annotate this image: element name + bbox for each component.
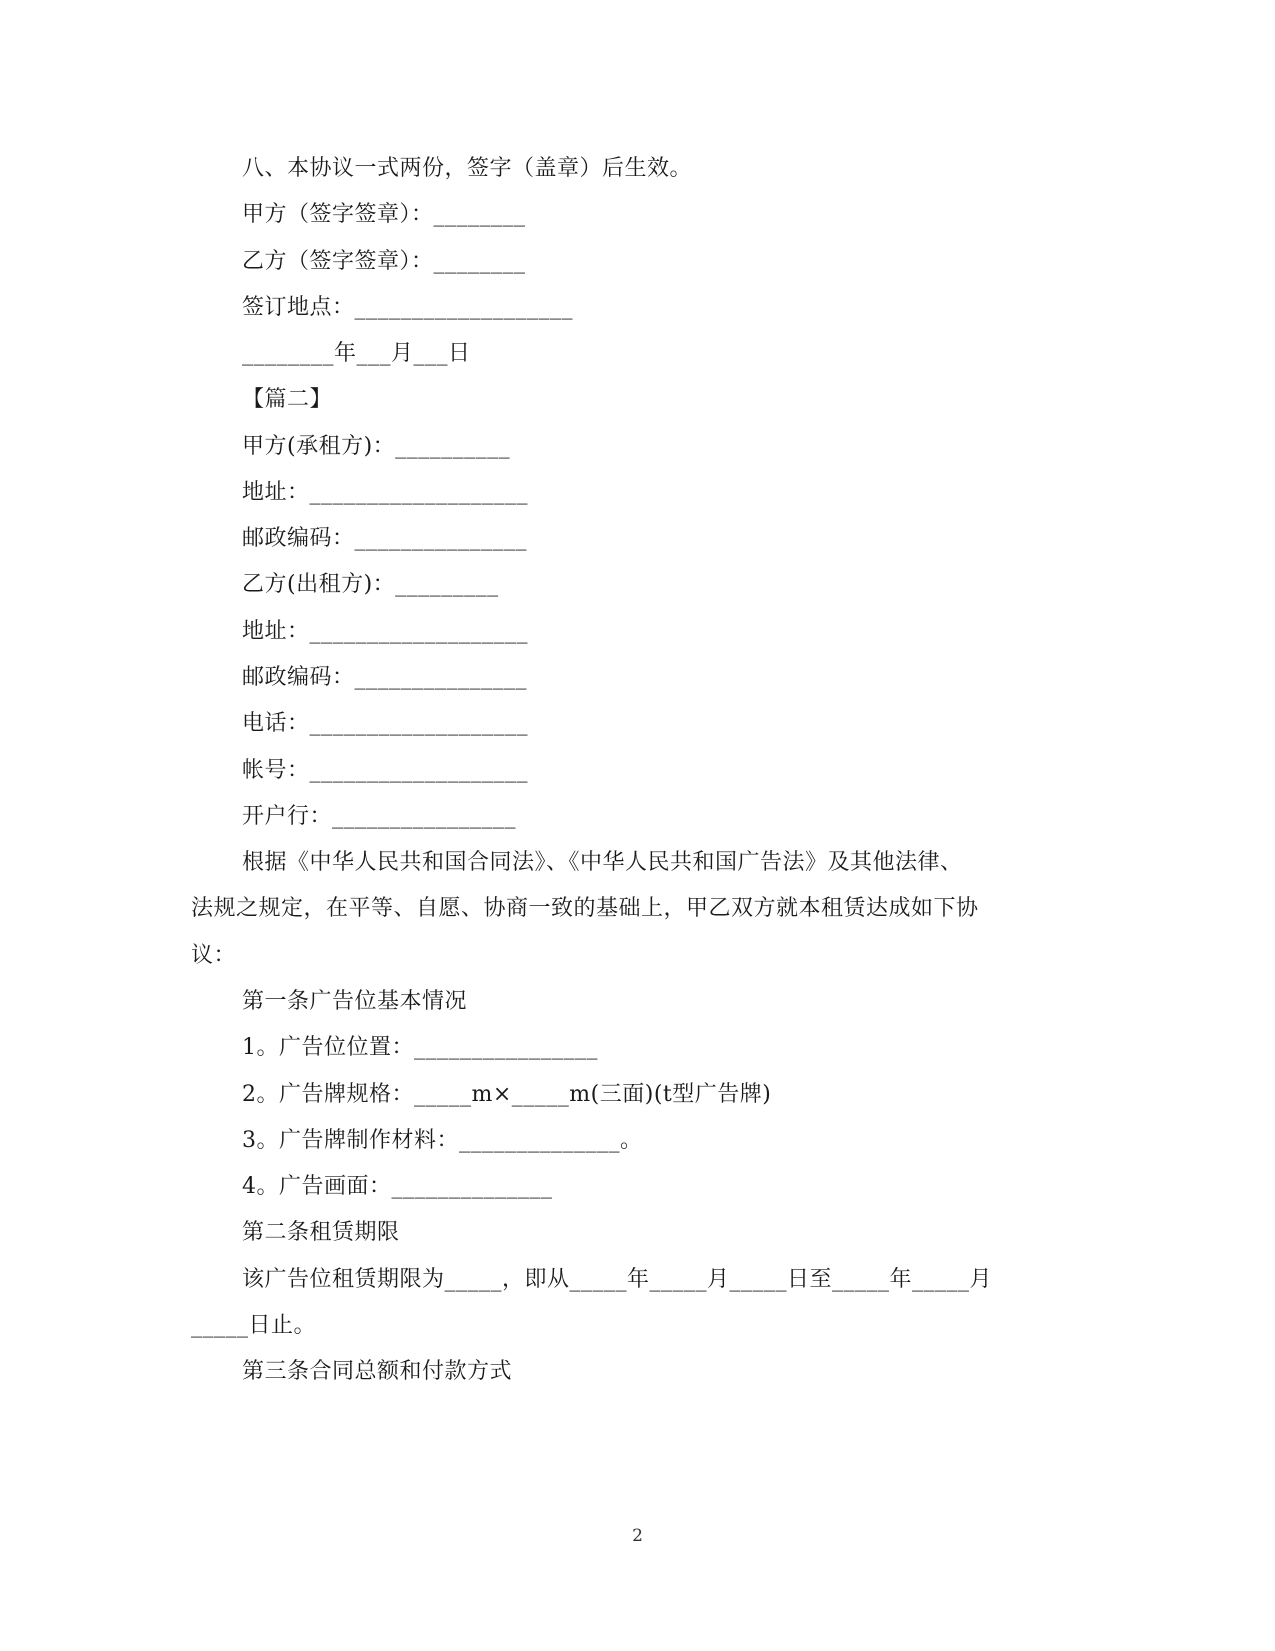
billboard-location-line: 1。广告位位置：________________: [242, 1035, 598, 1060]
account-line: 帐号：___________________: [242, 758, 529, 783]
signing-place-line: 签订地点：___________________: [242, 295, 574, 320]
lessor-line: 乙方(出租方)：_________: [242, 572, 499, 597]
article-one-heading: 第一条广告位基本情况: [242, 989, 468, 1014]
preamble-line-2: 法规之规定，在平等、自愿、协商一致的基础上，甲乙双方就本租赁达成如下协: [191, 896, 979, 921]
lessee-address-line: 地址：___________________: [242, 480, 529, 505]
lessor-postcode-line: 邮政编码：_______________: [242, 665, 528, 690]
preamble-line-1: 根据《中华人民共和国合同法》、《中华人民共和国广告法》及其他法律、: [242, 850, 963, 875]
lessee-postcode-line: 邮政编码：_______________: [242, 526, 528, 551]
section-heading-part-two: 【篇二】: [242, 387, 333, 412]
phone-line: 电话：___________________: [242, 711, 529, 736]
billboard-material-line: 3。广告牌制作材料：______________。: [242, 1128, 643, 1153]
lessee-line: 甲方(承租方)：__________: [242, 434, 511, 459]
article-three-heading: 第三条合同总额和付款方式: [242, 1359, 513, 1384]
party-a-signature-line: 甲方（签字签章）：________: [242, 202, 526, 227]
lessor-address-line: 地址：___________________: [242, 619, 529, 644]
date-line: ________年___月___日: [242, 341, 471, 366]
page-number: 2: [632, 1526, 643, 1546]
lease-term-line-1: 该广告位租赁期限为_____，即从_____年_____月_____日至_____年_____月: [242, 1267, 993, 1292]
lease-term-line-2: _____日止。: [191, 1313, 317, 1338]
article-two-heading: 第二条租赁期限: [242, 1220, 400, 1245]
bank-line: 开户行：________________: [242, 804, 517, 829]
clause-eight: 八、本协议一式两份，签字（盖章）后生效。: [242, 156, 693, 181]
party-b-signature-line: 乙方（签字签章）：________: [242, 249, 526, 274]
preamble-line-3: 议：: [191, 943, 237, 968]
billboard-size-line: 2。广告牌规格：_____m×_____m(三面)(t型广告牌): [242, 1082, 772, 1107]
billboard-image-line: 4。广告画面：______________: [242, 1174, 553, 1199]
